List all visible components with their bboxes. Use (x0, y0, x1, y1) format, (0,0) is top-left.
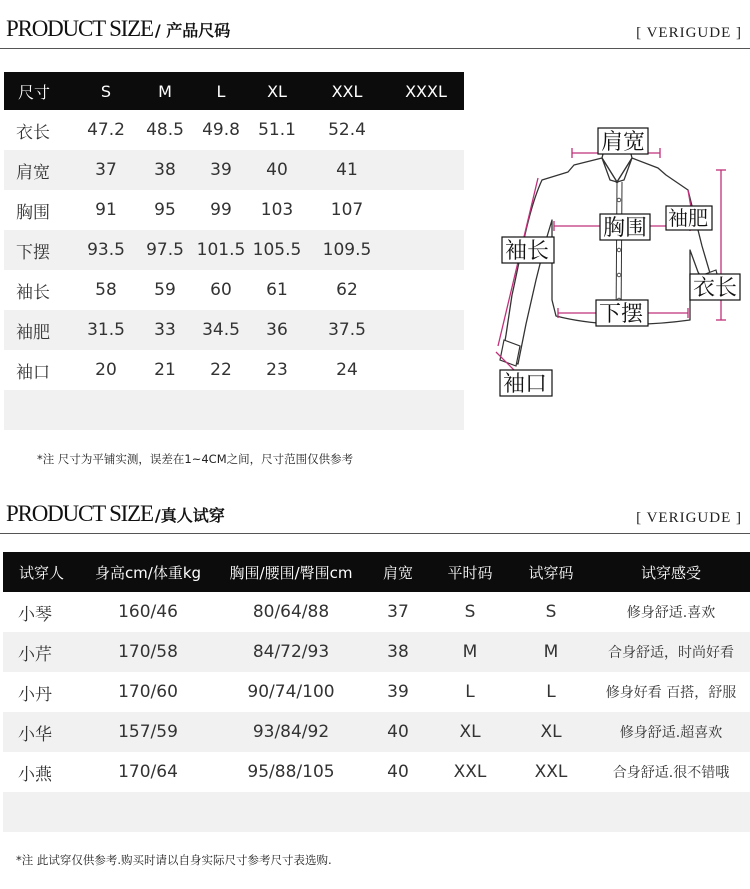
table-row-empty (3, 792, 750, 832)
table-cell: 170/58 (80, 632, 216, 672)
table-cell (388, 270, 464, 310)
feeling-cell: 修身舒适.喜欢 (626, 605, 716, 621)
table-row (4, 230, 464, 270)
table-cell: 31.5 (76, 310, 136, 350)
tryon-header-cell: 平时码 (430, 552, 510, 592)
tryon-section-header (0, 485, 750, 534)
table-row (3, 592, 750, 632)
table-cell: 93/84/92 (216, 712, 366, 752)
table-cell: 49.8 (202, 120, 240, 140)
brand-label: [ VERIGUDE ] (636, 510, 742, 526)
size-table-header-row (4, 72, 464, 110)
size-header-cell: L (194, 72, 248, 110)
table-cell: M (510, 632, 592, 672)
tryon-header-cell: 肩宽 (366, 552, 430, 592)
table-cell (388, 190, 464, 230)
table-cell: M (430, 632, 510, 672)
table-cell: L (546, 682, 556, 702)
size-table (4, 72, 464, 430)
size-header-cell: XL (248, 72, 306, 110)
table-cell: 103 (260, 200, 294, 220)
table-cell: 34.5 (194, 310, 248, 350)
table-cell: 62 (336, 280, 358, 300)
tester-name: 小芹 (3, 632, 80, 672)
table-cell: 93.5 (76, 230, 136, 270)
table-cell: 38 (366, 632, 430, 672)
tryon-header-cell: 胸围/腰围/臀围cm (216, 552, 366, 592)
table-cell: 37 (76, 150, 136, 190)
table-cell: 24 (336, 360, 358, 380)
row-label: 衣长 (16, 122, 50, 143)
table-cell: 95/88/105 (247, 762, 335, 782)
size-section-header (0, 0, 750, 49)
size-header-cell: M (136, 72, 194, 110)
table-cell: 160/46 (118, 602, 178, 622)
feeling-cell: 合身舒适.很不错哦 (612, 765, 730, 781)
row-label: 肩宽 (4, 150, 76, 190)
row-label: 袖肥 (4, 310, 76, 350)
table-row (4, 310, 464, 350)
tryon-header-cell: 身高cm/体重kg (80, 552, 216, 592)
shirt-measurement-diagram (492, 120, 742, 400)
size-header-cell: 尺寸 (4, 72, 76, 110)
table-cell: XL (430, 712, 510, 752)
table-cell: 37 (387, 602, 409, 622)
table-cell: 90/74/100 (247, 682, 335, 702)
table-cell: 61 (266, 280, 288, 300)
table-cell: 91 (95, 200, 117, 220)
feeling-cell: 合身舒适，时尚好看 (592, 632, 750, 672)
size-title-en: PRODUCT SIZE (6, 16, 153, 41)
table-cell: 40 (387, 762, 409, 782)
table-cell: 97.5 (136, 230, 194, 270)
table-cell: 40 (248, 150, 306, 190)
table-cell: 51.1 (258, 120, 296, 140)
tryon-title-en: PRODUCT SIZE (6, 501, 153, 526)
row-label: 胸围 (16, 202, 50, 223)
table-cell: 58 (95, 280, 117, 300)
label-cuff: 袖口 (503, 372, 548, 397)
table-cell: 109.5 (306, 230, 388, 270)
table-cell: 101.5 (194, 230, 248, 270)
table-cell: 33 (136, 310, 194, 350)
brand-label: [ VERIGUDE ] (636, 25, 742, 41)
tester-name: 小燕 (18, 764, 52, 785)
table-cell: 37.5 (306, 310, 388, 350)
label-shoulder: 肩宽 (601, 130, 646, 155)
table-cell: XXL (453, 762, 487, 782)
table-cell (388, 110, 464, 150)
label-hem: 下摆 (599, 302, 644, 327)
tester-name: 小琴 (18, 604, 52, 625)
table-cell: 20 (95, 360, 117, 380)
size-title-cn: / 产品尺码 (154, 21, 231, 40)
table-cell: 47.2 (87, 120, 125, 140)
table-cell: 107 (330, 200, 364, 220)
table-cell: XXL (534, 762, 568, 782)
table-cell: 23 (266, 360, 288, 380)
table-cell: 170/60 (118, 682, 178, 702)
table-cell: S (545, 602, 557, 622)
table-cell (388, 350, 464, 390)
tester-name: 小丹 (18, 684, 52, 705)
row-label: 袖口 (16, 362, 50, 383)
label-chest: 胸围 (603, 216, 648, 241)
table-cell (388, 230, 464, 270)
table-cell: 39 (194, 150, 248, 190)
empty-cell (4, 390, 464, 430)
label-sleeve-width: 袖肥 (668, 206, 708, 230)
table-cell: 36 (248, 310, 306, 350)
table-cell: 40 (366, 712, 430, 752)
table-cell (388, 150, 464, 190)
size-header-cell: S (76, 72, 136, 110)
table-row-empty (4, 390, 464, 430)
tester-name: 小华 (3, 712, 80, 752)
tryon-table-header-row (3, 552, 750, 592)
table-row (4, 270, 464, 310)
row-label: 袖长 (16, 282, 50, 303)
size-header-cell: XXL (306, 72, 388, 110)
tryon-table (3, 552, 750, 832)
tryon-header-cell: 试穿人 (3, 552, 80, 592)
table-row (3, 632, 750, 672)
table-cell: 38 (136, 150, 194, 190)
table-cell: 41 (306, 150, 388, 190)
table-cell: 80/64/88 (252, 602, 330, 622)
table-cell: 95 (154, 200, 176, 220)
table-cell: 60 (210, 280, 232, 300)
tryon-section-title (6, 501, 225, 527)
tryon-note: *注 此试穿仅供参考.购买时请以自身实际尺寸参考尺寸表选购. (16, 853, 332, 867)
table-cell: L (465, 682, 475, 702)
table-row (3, 712, 750, 752)
size-header-cell: XXXL (388, 72, 464, 110)
table-cell: XL (510, 712, 592, 752)
table-row (3, 752, 750, 792)
table-cell: S (464, 602, 476, 622)
table-cell: 59 (154, 280, 176, 300)
label-length: 衣长 (693, 276, 738, 301)
table-row (4, 190, 464, 230)
table-cell: 48.5 (146, 120, 184, 140)
tryon-header-cell: 试穿感受 (592, 552, 750, 592)
tryon-header-cell: 试穿码 (510, 552, 592, 592)
table-cell: 39 (387, 682, 409, 702)
table-cell: 99 (210, 200, 232, 220)
size-note: *注 尺寸为平铺实测，误差在1~4CM之间，尺寸范围仅供参考 (37, 452, 354, 466)
table-row (4, 150, 464, 190)
table-cell: 157/59 (80, 712, 216, 752)
row-label: 下摆 (4, 230, 76, 270)
tryon-title-cn: /真人试穿 (154, 506, 225, 525)
size-section-title (6, 16, 230, 42)
table-row (4, 110, 464, 150)
table-cell: 105.5 (248, 230, 306, 270)
table-cell (388, 310, 464, 350)
empty-cell (3, 792, 750, 832)
table-cell: 22 (210, 360, 232, 380)
label-sleeve-length: 袖长 (505, 239, 550, 264)
feeling-cell: 修身舒适.超喜欢 (592, 712, 750, 752)
table-cell: 52.4 (328, 120, 366, 140)
table-cell: 170/64 (118, 762, 178, 782)
table-cell: 84/72/93 (216, 632, 366, 672)
table-row (3, 672, 750, 712)
table-row (4, 350, 464, 390)
feeling-cell: 修身好看 百搭，舒服 (605, 685, 737, 701)
table-cell: 21 (154, 360, 176, 380)
